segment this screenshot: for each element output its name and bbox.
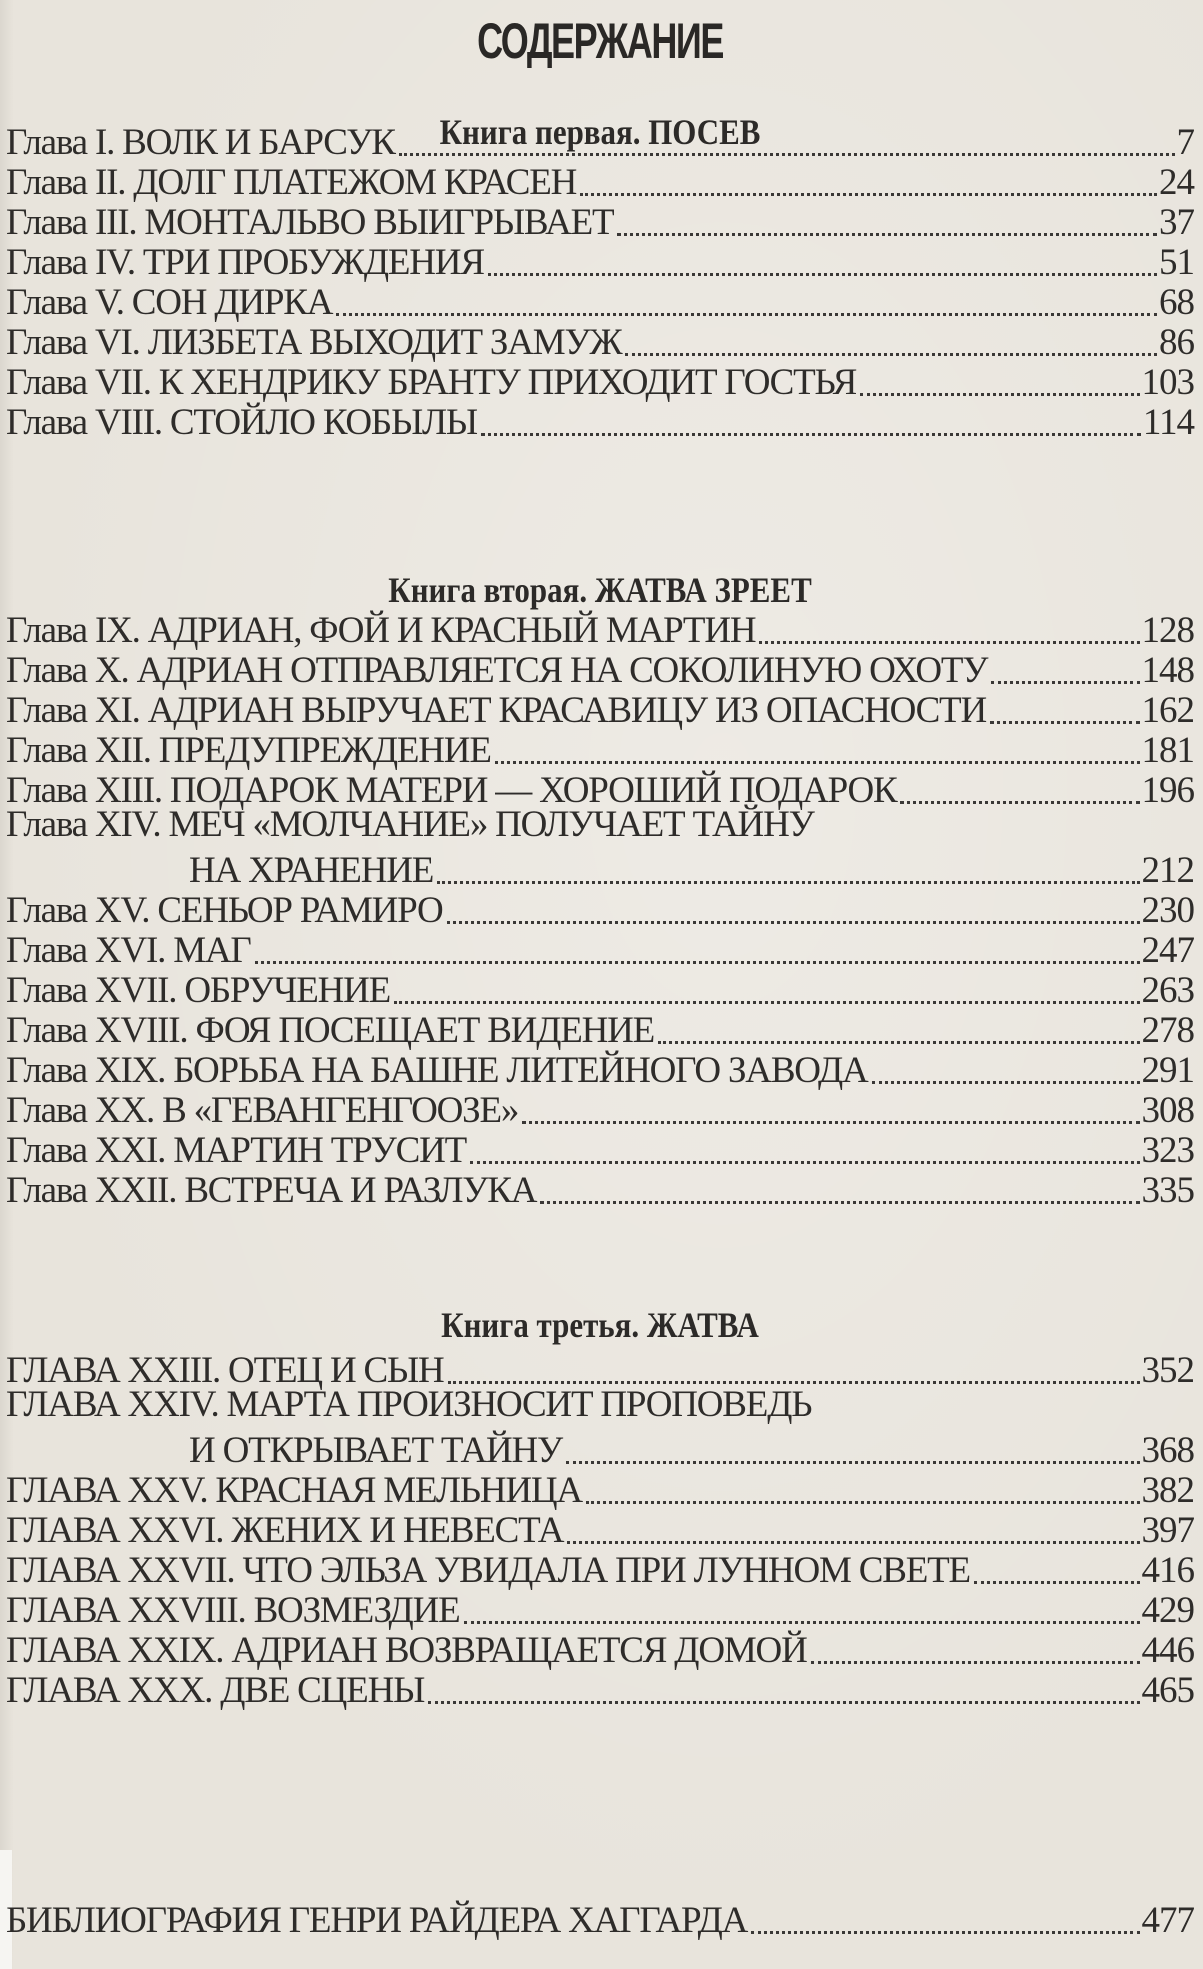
chapter-title: Глава XVIII. ФОЯ ПОСЕЩАЕТ ВИДЕНИЕ [6,1010,655,1051]
chapter-title: ГЛАВА XXV. КРАСНАЯ МЕЛЬНИЦА [6,1470,582,1511]
chapter-title: Глава VI. ЛИЗБЕТА ВЫХОДИТ ЗАМУЖ [6,322,622,363]
page-number: 51 [1159,242,1194,283]
page-number: 7 [1176,122,1194,163]
chapter-title: ГЛАВА XXVII. ЧТО ЭЛЬЗА УВИДАЛА ПРИ ЛУННОМ СВЕТЕ [6,1550,970,1591]
toc-entry[interactable] [6,395,1194,445]
page-number: 247 [1141,930,1194,971]
chapter-title: Глава XIX. БОРЬБА НА БАШНЕ ЛИТЕЙНОГО ЗАВОДА [6,1050,868,1091]
chapter-title: Глава III. МОНТАЛЬВО ВЫИГРЫВАЕТ [6,202,614,243]
chapter-title: Глава IX. АДРИАН, ФОЙ И КРАСНЫЙ МАРТИН [6,610,756,651]
dot-leader [428,1701,1139,1704]
chapter-title: Глава VIII. СТОЙЛО КОБЫЛЫ [6,402,477,443]
chapter-title: Глава XIII. ПОДАРОК МАТЕРИ — ХОРОШИЙ ПОДАРОК [6,770,897,811]
page-number: 477 [1141,1900,1194,1941]
page-number: 230 [1141,890,1194,931]
chapter-title: Глава II. ДОЛГ ПЛАТЕЖОМ КРАСЕН [6,162,577,203]
chapter-title: Глава XII. ПРЕДУПРЕЖДЕНИЕ [6,730,491,771]
page-number: 429 [1141,1590,1194,1631]
toc-entry[interactable] [6,1663,1194,1713]
chapter-title: Глава I. ВОЛК И БАРСУК [6,122,395,163]
toc-entry-bibliography[interactable] [6,1893,1194,1943]
chapter-title: ГЛАВА XXIV. МАРТА ПРОИЗНОСИТ ПРОПОВЕДЬ [6,1384,812,1425]
chapter-title-continued: И ОТКРЫВАЕТ ТАЙНУ [189,1430,563,1471]
chapter-title: ГЛАВА XXIX. АДРИАН ВОЗВРАЩАЕТСЯ ДОМОЙ [6,1630,807,1671]
page-number: 323 [1141,1130,1194,1171]
chapter-title: Глава XIV. МЕЧ «МОЛЧАНИЕ» ПОЛУЧАЕТ ТАЙНУ [6,804,814,845]
page-number: 263 [1141,970,1194,1011]
page-number: 86 [1159,322,1194,363]
toc-entry[interactable] [6,1163,1194,1213]
chapter-title: Глава IV. ТРИ ПРОБУЖДЕНИЯ [6,242,484,283]
dot-leader [751,1931,1139,1934]
chapter-title: Глава XV. СЕНЬОР РАМИРО [6,890,443,931]
chapter-title: Глава XXII. ВСТРЕЧА И РАЗЛУКА [6,1170,537,1211]
dot-leader [481,433,1141,436]
chapter-title: Глава V. СОН ДИРКА [6,282,333,323]
chapter-title: Глава VII. К ХЕНДРИКУ БРАНТУ ПРИХОДИТ ГОСТЬЯ [6,362,857,403]
page-number: 162 [1141,690,1194,731]
chapter-title: ГЛАВА XXVIII. ВОЗМЕЗДИЕ [6,1590,460,1631]
chapter-title: Глава XXI. МАРТИН ТРУСИТ [6,1130,467,1171]
page-number: 196 [1141,770,1194,811]
page-number: 446 [1141,1630,1194,1671]
chapter-title: ГЛАВА XXVI. ЖЕНИХ И НЕВЕСТА [6,1510,564,1551]
page-number: 212 [1141,850,1194,891]
page-number: 103 [1141,362,1194,403]
page-number: 382 [1141,1470,1194,1511]
book-heading-3: Книга третья. ЖАТВА [441,1305,759,1345]
page-number: 37 [1159,202,1194,243]
page-number: 397 [1141,1510,1194,1551]
page-number: 68 [1159,282,1194,323]
chapter-title: ГЛАВА XXX. ДВЕ СЦЕНЫ [6,1670,425,1711]
page-number: 278 [1141,1010,1194,1051]
page-number: 368 [1141,1430,1194,1471]
page-number: 148 [1141,650,1194,691]
chapter-title: ГЛАВА XXIII. ОТЕЦ И СЫН [6,1350,444,1391]
page-number: 291 [1141,1050,1194,1091]
page-number: 24 [1159,162,1194,203]
page-number: 416 [1141,1550,1194,1591]
page-number: 465 [1141,1670,1194,1711]
page-number: 308 [1141,1090,1194,1131]
book-heading-1: Книга первая. ПОСЕВ [439,112,761,152]
book-heading-2: Книга вторая. ЖАТВА ЗРЕЕТ [388,570,812,610]
chapter-title: Глава XX. В «ГЕВАНГЕНГООЗЕ» [6,1090,519,1131]
chapter-title: Глава XVI. МАГ [6,930,251,971]
page-number: 181 [1141,730,1194,771]
dot-leader [540,1201,1139,1204]
page-number: 114 [1142,402,1194,443]
page-number: 128 [1141,610,1194,651]
page-title: СОДЕРЖАНИЕ [477,13,723,69]
chapter-title: Глава X. АДРИАН ОТПРАВЛЯЕТСЯ НА СОКОЛИНУЮ ОХОТУ [6,650,988,691]
chapter-title: Глава XI. АДРИАН ВЫРУЧАЕТ КРАСАВИЦУ ИЗ ОПАСНОСТИ [6,690,986,731]
page-number: 352 [1141,1350,1194,1391]
chapter-title: Глава XVII. ОБРУЧЕНИЕ [6,970,391,1011]
chapter-title-continued: НА ХРАНЕНИЕ [189,850,434,891]
bibliography-title: БИБЛИОГРАФИЯ ГЕНРИ РАЙДЕРА ХАГГАРДА [6,1900,748,1941]
page-number: 335 [1141,1170,1194,1211]
